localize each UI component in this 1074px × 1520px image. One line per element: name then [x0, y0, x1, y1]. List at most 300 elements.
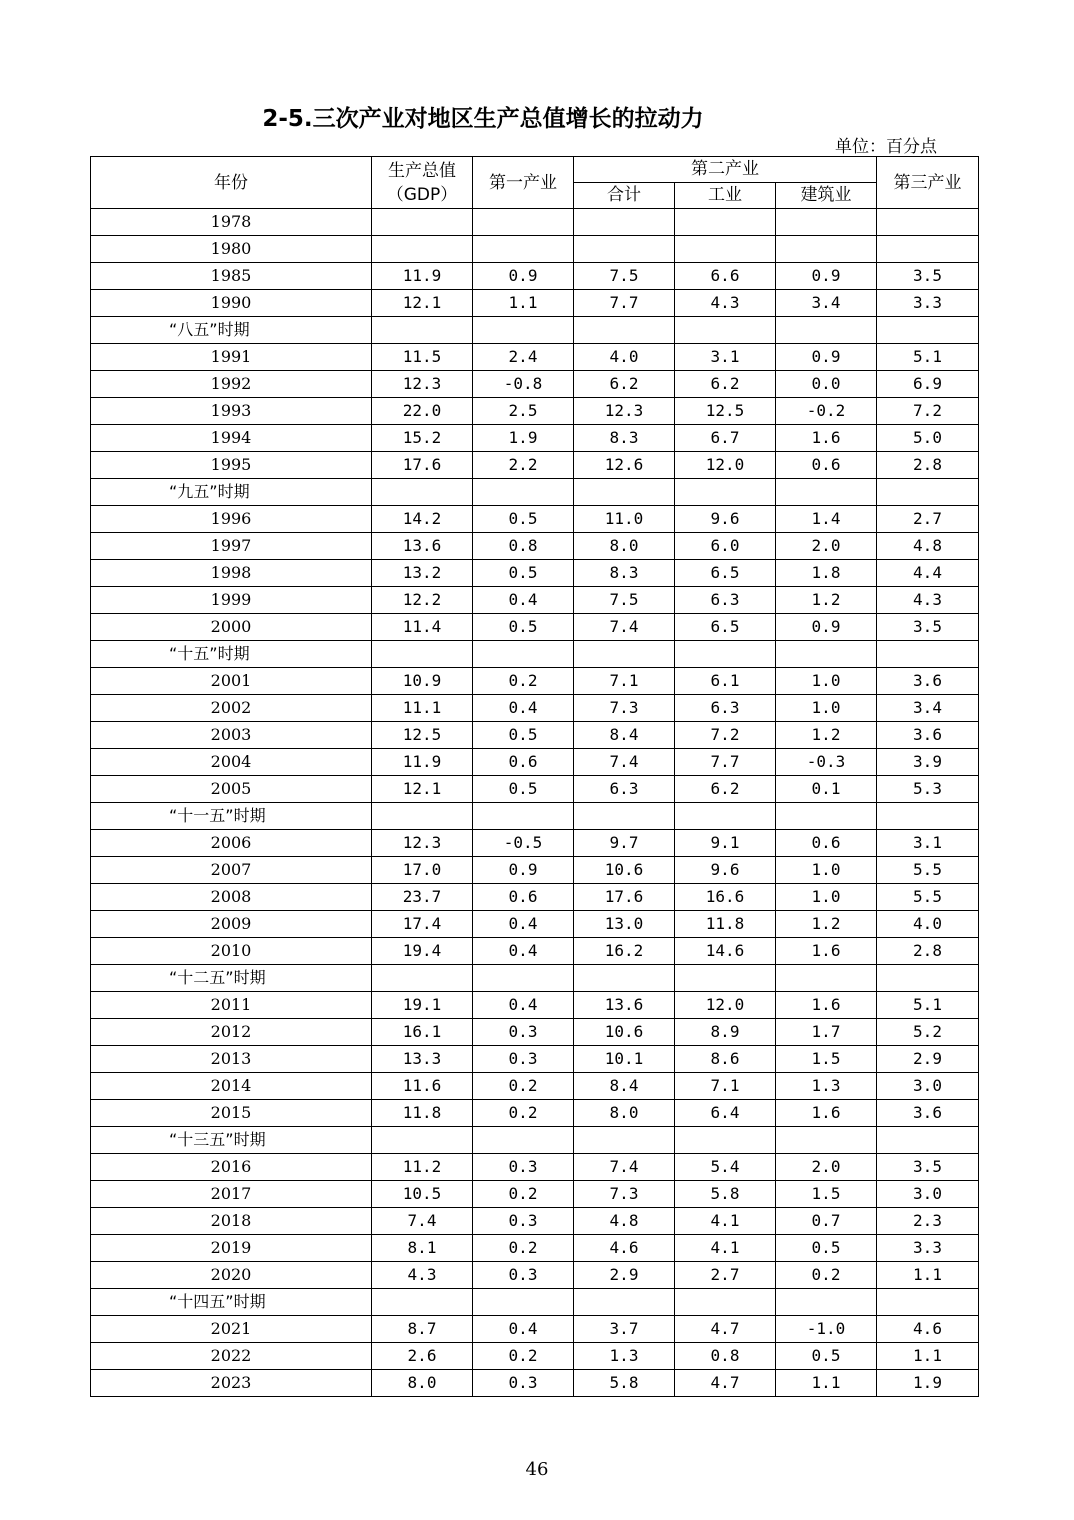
period-row [91, 479, 979, 506]
tertiary-cell [877, 803, 979, 830]
primary-cell: 0.3 [473, 1019, 574, 1046]
construction-cell: 1.6 [776, 938, 877, 965]
construction-cell: 1.0 [776, 857, 877, 884]
tertiary-cell: 5.5 [877, 884, 979, 911]
industry-cell: 5.8 [675, 1181, 776, 1208]
table-row [91, 668, 979, 695]
primary-cell: 0.2 [473, 1235, 574, 1262]
gdp-cell: 11.9 [372, 263, 473, 290]
construction-cell: 0.5 [776, 1343, 877, 1370]
tertiary-cell: 7.2 [877, 398, 979, 425]
industry-cell: 4.7 [675, 1370, 776, 1397]
primary-cell [473, 209, 574, 236]
construction-cell [776, 1127, 877, 1154]
industry-cell: 6.0 [675, 533, 776, 560]
secondary-total-cell: 3.7 [574, 1316, 675, 1343]
primary-cell [473, 317, 574, 344]
industry-cell: 6.5 [675, 614, 776, 641]
construction-cell: 0.9 [776, 614, 877, 641]
industry-cell: 3.1 [675, 344, 776, 371]
table-row [91, 344, 979, 371]
table-row [91, 1019, 979, 1046]
construction-cell: 0.5 [776, 1235, 877, 1262]
tertiary-cell: 5.1 [877, 344, 979, 371]
tertiary-cell: 2.8 [877, 938, 979, 965]
year-cell: 2003 [91, 722, 372, 749]
secondary-total-cell [574, 965, 675, 992]
table-row [91, 1073, 979, 1100]
primary-cell: 0.5 [473, 506, 574, 533]
industry-cell: 9.1 [675, 830, 776, 857]
gdp-cell: 23.7 [372, 884, 473, 911]
construction-cell: 1.0 [776, 695, 877, 722]
industry-cell: 6.1 [675, 668, 776, 695]
construction-cell: 1.2 [776, 587, 877, 614]
construction-cell [776, 209, 877, 236]
tertiary-cell: 3.5 [877, 614, 979, 641]
table-row [91, 587, 979, 614]
year-cell: 2004 [91, 749, 372, 776]
industry-cell: 6.3 [675, 695, 776, 722]
year-cell: 2011 [91, 992, 372, 1019]
tertiary-cell: 3.3 [877, 290, 979, 317]
construction-cell: 0.6 [776, 830, 877, 857]
header-construction: 建筑业 [776, 183, 877, 209]
gdp-cell: 17.6 [372, 452, 473, 479]
primary-cell: 0.4 [473, 1316, 574, 1343]
gdp-cell: 13.6 [372, 533, 473, 560]
year-cell: 2018 [91, 1208, 372, 1235]
period-label: “十一五”时期 [91, 803, 372, 830]
year-cell: 1998 [91, 560, 372, 587]
secondary-total-cell [574, 641, 675, 668]
gdp-cell: 11.1 [372, 695, 473, 722]
industry-cell: 6.3 [675, 587, 776, 614]
page-title: 2-5.三次产业对地区生产总值增长的拉动力 [262, 106, 704, 132]
year-cell: 2014 [91, 1073, 372, 1100]
tertiary-cell: 5.0 [877, 425, 979, 452]
secondary-total-cell: 6.2 [574, 371, 675, 398]
primary-cell [473, 479, 574, 506]
secondary-total-cell [574, 236, 675, 263]
tertiary-cell: 5.5 [877, 857, 979, 884]
secondary-total-cell: 13.0 [574, 911, 675, 938]
tertiary-cell [877, 641, 979, 668]
construction-cell: 0.9 [776, 263, 877, 290]
year-cell: 1992 [91, 371, 372, 398]
table-row [91, 1370, 979, 1397]
construction-cell: 1.2 [776, 911, 877, 938]
primary-cell [473, 236, 574, 263]
primary-cell [473, 1127, 574, 1154]
table-row [91, 560, 979, 587]
gdp-cell: 19.1 [372, 992, 473, 1019]
table-row [91, 533, 979, 560]
primary-cell: 0.2 [473, 1343, 574, 1370]
secondary-total-cell: 8.4 [574, 1073, 675, 1100]
gdp-cell: 11.5 [372, 344, 473, 371]
gdp-cell: 16.1 [372, 1019, 473, 1046]
industry-cell: 0.8 [675, 1343, 776, 1370]
industry-cell: 11.8 [675, 911, 776, 938]
industry-cell [675, 479, 776, 506]
primary-cell: 0.5 [473, 560, 574, 587]
tertiary-cell [877, 317, 979, 344]
primary-cell: 0.3 [473, 1370, 574, 1397]
year-cell: 1990 [91, 290, 372, 317]
header-primary: 第一产业 [473, 157, 574, 209]
table-row [91, 506, 979, 533]
gdp-cell [372, 236, 473, 263]
tertiary-cell: 3.9 [877, 749, 979, 776]
year-cell: 2006 [91, 830, 372, 857]
secondary-total-cell: 8.3 [574, 560, 675, 587]
primary-cell: 0.5 [473, 776, 574, 803]
construction-cell: 0.1 [776, 776, 877, 803]
header-gdp [372, 157, 473, 209]
industry-cell: 6.6 [675, 263, 776, 290]
gdp-cell: 11.4 [372, 614, 473, 641]
primary-cell: 0.5 [473, 722, 574, 749]
gdp-cell: 11.8 [372, 1100, 473, 1127]
secondary-total-cell: 7.1 [574, 668, 675, 695]
tertiary-cell [877, 965, 979, 992]
industry-cell: 8.9 [675, 1019, 776, 1046]
gdp-cell: 11.2 [372, 1154, 473, 1181]
table-body [91, 209, 979, 1397]
construction-cell: 0.9 [776, 344, 877, 371]
gdp-cell: 12.1 [372, 776, 473, 803]
table-header [91, 157, 979, 209]
primary-cell: 0.9 [473, 857, 574, 884]
year-cell: 1991 [91, 344, 372, 371]
construction-cell: 1.5 [776, 1181, 877, 1208]
table-row [91, 1181, 979, 1208]
primary-cell: 0.2 [473, 668, 574, 695]
tertiary-cell: 1.9 [877, 1370, 979, 1397]
tertiary-cell: 2.3 [877, 1208, 979, 1235]
gdp-cell: 12.1 [372, 290, 473, 317]
unit-label: 单位：百分点 [835, 137, 937, 157]
primary-cell: 0.8 [473, 533, 574, 560]
secondary-total-cell: 1.3 [574, 1343, 675, 1370]
gdp-cell: 22.0 [372, 398, 473, 425]
tertiary-cell: 5.1 [877, 992, 979, 1019]
year-cell: 1994 [91, 425, 372, 452]
secondary-total-cell: 6.3 [574, 776, 675, 803]
construction-cell: 1.5 [776, 1046, 877, 1073]
primary-cell: 2.2 [473, 452, 574, 479]
industry-cell: 14.6 [675, 938, 776, 965]
year-cell: 1995 [91, 452, 372, 479]
construction-cell: 1.1 [776, 1370, 877, 1397]
header-secondary-total: 合计 [574, 183, 675, 209]
gdp-cell [372, 209, 473, 236]
industry-cell [675, 965, 776, 992]
primary-cell: 0.4 [473, 587, 574, 614]
gdp-cell [372, 317, 473, 344]
secondary-total-cell: 13.6 [574, 992, 675, 1019]
primary-cell: 0.4 [473, 911, 574, 938]
industry-cell: 2.7 [675, 1262, 776, 1289]
year-cell: 2012 [91, 1019, 372, 1046]
year-cell: 2019 [91, 1235, 372, 1262]
construction-cell: 1.3 [776, 1073, 877, 1100]
primary-cell: 0.2 [473, 1073, 574, 1100]
tertiary-cell [877, 1289, 979, 1316]
primary-cell: 0.6 [473, 749, 574, 776]
construction-cell: 1.6 [776, 1100, 877, 1127]
industry-cell: 6.2 [675, 776, 776, 803]
construction-cell [776, 236, 877, 263]
year-cell: 2009 [91, 911, 372, 938]
tertiary-cell [877, 479, 979, 506]
construction-cell: 2.0 [776, 533, 877, 560]
period-row [91, 641, 979, 668]
year-cell: 2013 [91, 1046, 372, 1073]
secondary-total-cell [574, 479, 675, 506]
tertiary-cell: 3.6 [877, 1100, 979, 1127]
primary-cell: 0.4 [473, 992, 574, 1019]
secondary-total-cell [574, 209, 675, 236]
industry-cell: 12.5 [675, 398, 776, 425]
secondary-total-cell: 4.8 [574, 1208, 675, 1235]
gdp-cell: 7.4 [372, 1208, 473, 1235]
construction-cell: 0.6 [776, 452, 877, 479]
table-row [91, 398, 979, 425]
primary-cell: 0.6 [473, 884, 574, 911]
year-cell: 2022 [91, 1343, 372, 1370]
construction-cell: 3.4 [776, 290, 877, 317]
primary-cell: 0.4 [473, 938, 574, 965]
table-row [91, 695, 979, 722]
period-row [91, 1289, 979, 1316]
industry-cell: 7.1 [675, 1073, 776, 1100]
gdp-cell: 15.2 [372, 425, 473, 452]
gdp-cell [372, 1289, 473, 1316]
year-cell: 2017 [91, 1181, 372, 1208]
tertiary-cell: 3.3 [877, 1235, 979, 1262]
primary-cell [473, 803, 574, 830]
period-row [91, 317, 979, 344]
primary-cell: -0.5 [473, 830, 574, 857]
secondary-total-cell: 8.4 [574, 722, 675, 749]
industry-cell: 6.7 [675, 425, 776, 452]
industry-cell [675, 236, 776, 263]
secondary-total-cell: 7.4 [574, 1154, 675, 1181]
construction-cell: 1.6 [776, 992, 877, 1019]
construction-cell: 1.2 [776, 722, 877, 749]
tertiary-cell: 4.3 [877, 587, 979, 614]
gdp-cell [372, 641, 473, 668]
period-row [91, 1127, 979, 1154]
industry-cell [675, 317, 776, 344]
construction-cell: 0.7 [776, 1208, 877, 1235]
construction-cell: 1.6 [776, 425, 877, 452]
construction-cell [776, 479, 877, 506]
primary-cell [473, 1289, 574, 1316]
year-cell: 1999 [91, 587, 372, 614]
tertiary-cell: 3.0 [877, 1181, 979, 1208]
year-cell: 2016 [91, 1154, 372, 1181]
construction-cell: 1.4 [776, 506, 877, 533]
table-row [91, 1343, 979, 1370]
secondary-total-cell: 10.6 [574, 1019, 675, 1046]
construction-cell [776, 803, 877, 830]
construction-cell: 0.2 [776, 1262, 877, 1289]
primary-cell [473, 641, 574, 668]
tertiary-cell: 1.1 [877, 1262, 979, 1289]
secondary-total-cell: 7.7 [574, 290, 675, 317]
industry-cell: 6.5 [675, 560, 776, 587]
secondary-total-cell: 4.6 [574, 1235, 675, 1262]
table-row [91, 776, 979, 803]
industry-cell: 4.1 [675, 1235, 776, 1262]
industry-cell: 6.4 [675, 1100, 776, 1127]
tertiary-cell: 5.3 [877, 776, 979, 803]
construction-cell: -0.2 [776, 398, 877, 425]
secondary-total-cell: 10.6 [574, 857, 675, 884]
header-tertiary: 第三产业 [877, 157, 979, 209]
secondary-total-cell: 2.9 [574, 1262, 675, 1289]
secondary-total-cell: 16.2 [574, 938, 675, 965]
table-row [91, 263, 979, 290]
year-cell: 1993 [91, 398, 372, 425]
tertiary-cell: 3.4 [877, 695, 979, 722]
industry-cell: 5.4 [675, 1154, 776, 1181]
table-row [91, 1316, 979, 1343]
construction-cell: 1.0 [776, 884, 877, 911]
tertiary-cell [877, 1127, 979, 1154]
year-cell: 2015 [91, 1100, 372, 1127]
tertiary-cell [877, 236, 979, 263]
industry-cell [675, 803, 776, 830]
secondary-total-cell: 8.0 [574, 533, 675, 560]
primary-cell: 1.1 [473, 290, 574, 317]
period-label: “十四五”时期 [91, 1289, 372, 1316]
table-row [91, 1235, 979, 1262]
year-cell: 2008 [91, 884, 372, 911]
construction-cell: 0.0 [776, 371, 877, 398]
gdp-cell [372, 479, 473, 506]
gdp-cell [372, 803, 473, 830]
table-row [91, 830, 979, 857]
tertiary-cell: 2.7 [877, 506, 979, 533]
gdp-cell: 17.4 [372, 911, 473, 938]
industry-cell: 4.3 [675, 290, 776, 317]
secondary-total-cell: 7.4 [574, 749, 675, 776]
year-cell: 2007 [91, 857, 372, 884]
table-row [91, 911, 979, 938]
table-row [91, 425, 979, 452]
period-label: “九五”时期 [91, 479, 372, 506]
secondary-total-cell [574, 317, 675, 344]
primary-cell: 0.3 [473, 1208, 574, 1235]
primary-cell: 0.3 [473, 1154, 574, 1181]
construction-cell [776, 317, 877, 344]
tertiary-cell: 4.0 [877, 911, 979, 938]
period-label: “十三五”时期 [91, 1127, 372, 1154]
gdp-cell: 12.2 [372, 587, 473, 614]
secondary-total-cell: 7.3 [574, 695, 675, 722]
gdp-cell [372, 1127, 473, 1154]
tertiary-cell: 3.5 [877, 263, 979, 290]
year-cell: 2001 [91, 668, 372, 695]
gdp-cell: 12.5 [372, 722, 473, 749]
industry-cell: 16.6 [675, 884, 776, 911]
secondary-total-cell: 12.6 [574, 452, 675, 479]
secondary-total-cell: 7.4 [574, 614, 675, 641]
secondary-total-cell: 4.0 [574, 344, 675, 371]
secondary-total-cell: 5.8 [574, 1370, 675, 1397]
secondary-total-cell [574, 1289, 675, 1316]
primary-cell: 0.3 [473, 1262, 574, 1289]
year-cell: 2000 [91, 614, 372, 641]
year-cell: 1978 [91, 209, 372, 236]
secondary-total-cell [574, 1127, 675, 1154]
table-row [91, 371, 979, 398]
year-cell: 1997 [91, 533, 372, 560]
tertiary-cell: 3.0 [877, 1073, 979, 1100]
gdp-cell: 13.3 [372, 1046, 473, 1073]
data-table [90, 156, 979, 1397]
table-row [91, 236, 979, 263]
gdp-cell: 10.5 [372, 1181, 473, 1208]
primary-cell: 0.4 [473, 695, 574, 722]
gdp-cell: 8.0 [372, 1370, 473, 1397]
tertiary-cell: 3.5 [877, 1154, 979, 1181]
tertiary-cell: 4.6 [877, 1316, 979, 1343]
period-label: “十二五”时期 [91, 965, 372, 992]
tertiary-cell: 3.6 [877, 668, 979, 695]
primary-cell: -0.8 [473, 371, 574, 398]
table-row [91, 290, 979, 317]
gdp-cell: 14.2 [372, 506, 473, 533]
secondary-total-cell [574, 803, 675, 830]
secondary-total-cell: 12.3 [574, 398, 675, 425]
year-cell: 2023 [91, 1370, 372, 1397]
gdp-cell: 10.9 [372, 668, 473, 695]
construction-cell: -1.0 [776, 1316, 877, 1343]
table-row [91, 884, 979, 911]
table-row [91, 209, 979, 236]
secondary-total-cell: 7.5 [574, 587, 675, 614]
table-row [91, 857, 979, 884]
period-row [91, 803, 979, 830]
industry-cell: 8.6 [675, 1046, 776, 1073]
gdp-cell: 13.2 [372, 560, 473, 587]
year-cell: 2021 [91, 1316, 372, 1343]
tertiary-cell: 5.2 [877, 1019, 979, 1046]
industry-cell: 6.2 [675, 371, 776, 398]
gdp-cell: 19.4 [372, 938, 473, 965]
construction-cell [776, 965, 877, 992]
gdp-cell: 8.7 [372, 1316, 473, 1343]
secondary-total-cell: 10.1 [574, 1046, 675, 1073]
page-number: 46 [525, 1459, 549, 1480]
construction-cell: 1.8 [776, 560, 877, 587]
table-row [91, 614, 979, 641]
primary-cell: 0.5 [473, 614, 574, 641]
construction-cell: 1.0 [776, 668, 877, 695]
tertiary-cell: 3.6 [877, 722, 979, 749]
header-industry: 工业 [675, 183, 776, 209]
gdp-cell: 11.9 [372, 749, 473, 776]
gdp-cell: 2.6 [372, 1343, 473, 1370]
secondary-total-cell: 7.3 [574, 1181, 675, 1208]
gdp-cell: 12.3 [372, 371, 473, 398]
secondary-total-cell: 17.6 [574, 884, 675, 911]
